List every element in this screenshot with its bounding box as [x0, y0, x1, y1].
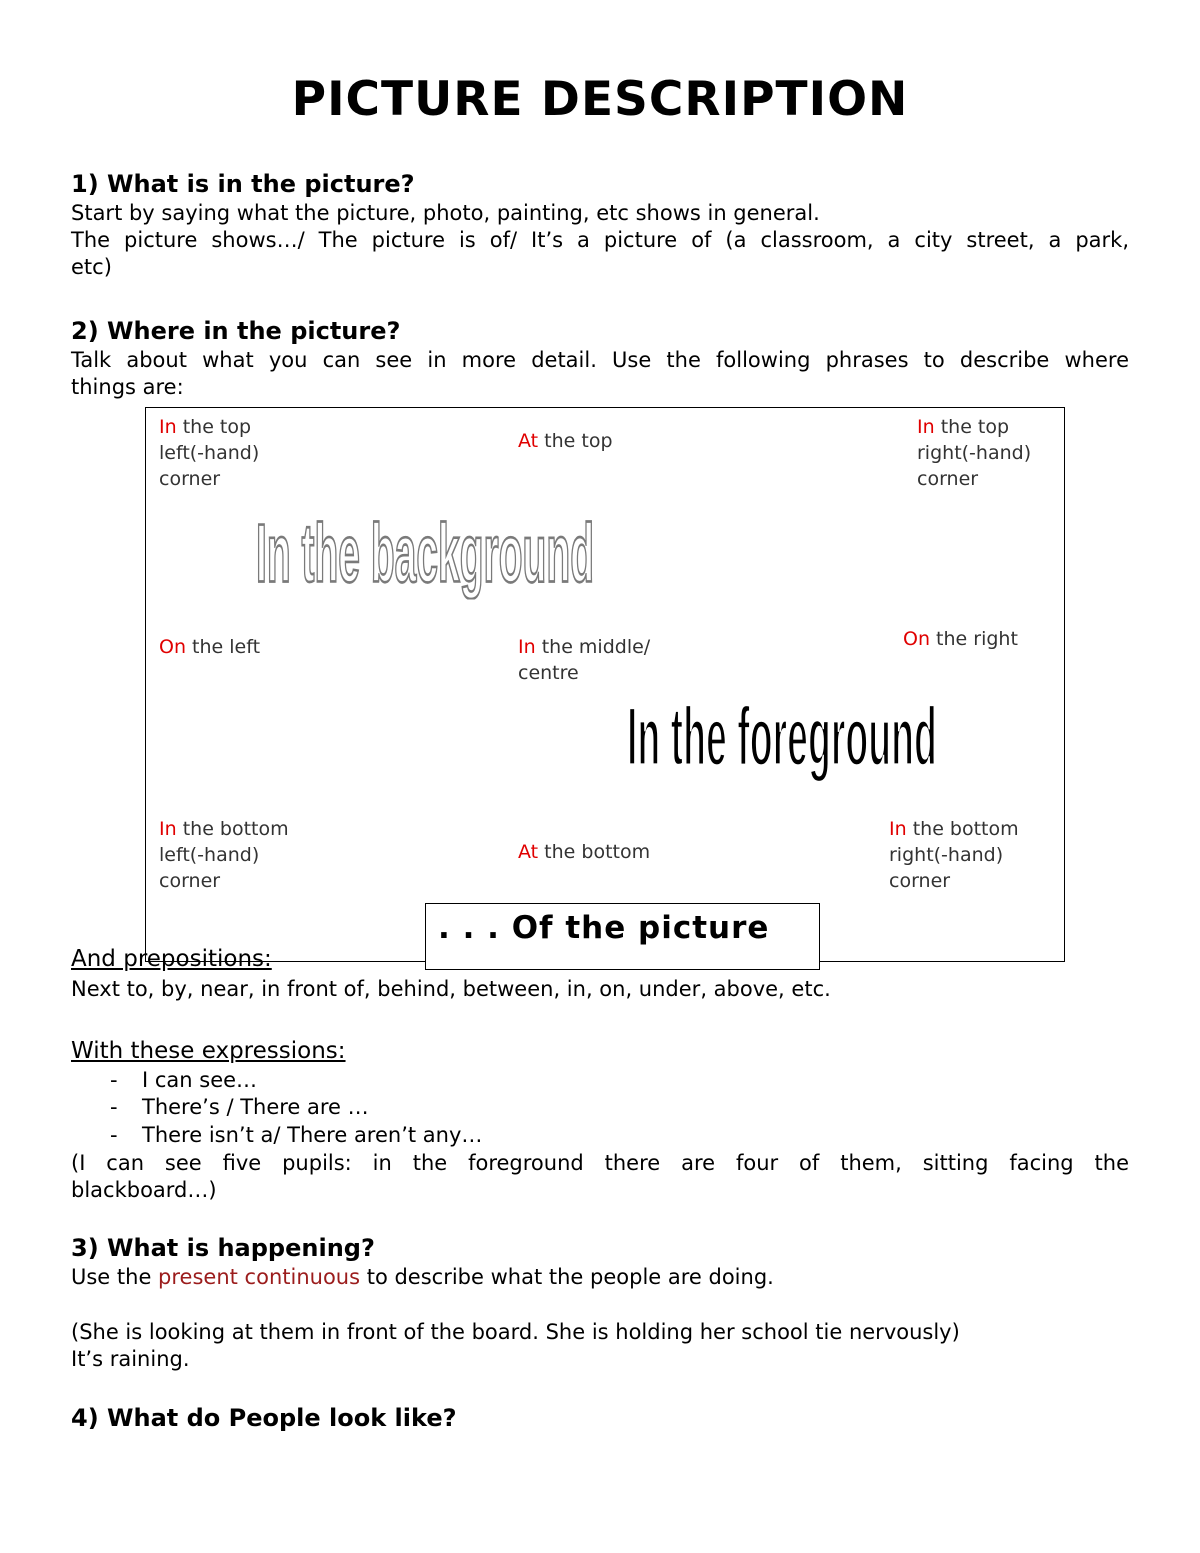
bullet-1-marker: -	[110, 1068, 118, 1092]
pos-right-prep: On	[903, 628, 930, 650]
pos-bottom-rest: the bottom	[538, 841, 651, 863]
pos-bottom-left-prep: In	[159, 818, 177, 840]
pos-bottom	[518, 839, 650, 865]
pos-right-rest: the right	[930, 628, 1018, 650]
pos-middle-l2: centre	[518, 662, 579, 684]
page-title: PICTURE DESCRIPTION	[291, 72, 909, 127]
bullet-3-marker: -	[110, 1123, 118, 1147]
pos-top-left-l2: left(-hand)	[159, 442, 260, 464]
section-1-line-1: Start by saying what the picture, photo, painting, etc shows in general.	[71, 201, 820, 225]
section-1-text	[71, 200, 1129, 281]
pos-bottom-right-l2: right(-hand)	[889, 844, 1004, 866]
pos-bottom-right-l1: the bottom	[906, 818, 1019, 840]
section-1-line-2: The picture shows…/ The picture is of/ It’s a picture of (a classroom, a city street, a park,	[71, 228, 1129, 252]
pos-top-rest: the top	[538, 430, 613, 452]
section-3-examples	[71, 1319, 1129, 1373]
pos-middle-l1: the middle/	[535, 636, 651, 658]
section-3-text	[71, 1264, 1129, 1291]
pos-bottom-left-l1: the bottom	[176, 818, 289, 840]
pos-bottom-left-l2: left(-hand)	[159, 844, 260, 866]
pos-top-right-l1: the top	[934, 416, 1010, 438]
pos-top-right-l3: corner	[917, 468, 979, 490]
bullet-2: There’s / There are …	[142, 1095, 369, 1119]
pos-top-left	[159, 414, 259, 492]
expressions-example	[71, 1150, 1129, 1204]
foreground-wordart: In the foreground	[627, 691, 937, 784]
background-wordart: In the background	[256, 507, 595, 600]
pos-left	[159, 634, 260, 660]
pos-bottom-right-prep: In	[889, 818, 907, 840]
pos-top-right-prep: In	[917, 416, 935, 438]
pos-top-left-l3: corner	[159, 468, 221, 490]
bullet-2-marker: -	[110, 1095, 118, 1119]
pos-middle	[518, 634, 650, 686]
pos-bottom-prep: At	[518, 841, 539, 863]
section-2-line-2: things are:	[71, 375, 184, 399]
expressions-example-line-2: blackboard…)	[71, 1178, 217, 1202]
prepositions-heading: And prepositions:	[71, 946, 272, 972]
prepositions-line: Next to, by, near, in front of, behind, between, in, on, under, above, etc.	[71, 977, 831, 1001]
section-2-heading: 2) Where in the picture?	[71, 317, 401, 345]
pos-bottom-left	[159, 816, 289, 894]
pos-middle-prep: In	[518, 636, 536, 658]
section-3-heading: 3) What is happening?	[71, 1234, 375, 1262]
section-1-heading: 1) What is in the picture?	[71, 170, 415, 198]
section-3-highlight: present continuous	[158, 1265, 361, 1289]
pos-top	[518, 428, 613, 454]
section-1-line-3: etc)	[71, 255, 112, 279]
pos-top-right-l2: right(-hand)	[917, 442, 1032, 464]
section-3-post: to describe what the people are doing.	[360, 1265, 774, 1289]
section-3-pre: Use the	[71, 1265, 159, 1289]
section-4-heading: 4) What do People look like?	[71, 1404, 457, 1432]
pos-left-rest: the left	[186, 636, 261, 658]
pos-bottom-right	[889, 816, 1019, 894]
section-3-example-2: It’s raining.	[71, 1347, 190, 1371]
pos-bottom-right-l3: corner	[889, 870, 951, 892]
expressions-heading: With these expressions:	[71, 1038, 346, 1064]
pos-top-right	[917, 414, 1031, 492]
pos-left-prep: On	[159, 636, 186, 658]
section-3-example-1: (She is looking at them in front of the board. She is holding her school tie nervously)	[71, 1320, 960, 1344]
pos-top-prep: At	[518, 430, 539, 452]
section-2-line-1: Talk about what you can see in more detail. Use the following phrases to describe where	[71, 348, 1129, 372]
bullet-3: There isn’t a/ There aren’t any…	[142, 1123, 483, 1147]
pos-bottom-left-l3: corner	[159, 870, 221, 892]
pos-top-left-l1: the top	[176, 416, 252, 438]
bullet-1: I can see…	[142, 1068, 258, 1092]
of-the-picture-box: . . . Of the picture	[425, 903, 820, 970]
pos-right	[903, 626, 1018, 652]
section-2-text	[71, 347, 1129, 401]
expressions-example-line-1: (I can see five pupils: in the foreground there are four of them, sitting facing the	[71, 1151, 1129, 1175]
pos-top-left-prep: In	[159, 416, 177, 438]
